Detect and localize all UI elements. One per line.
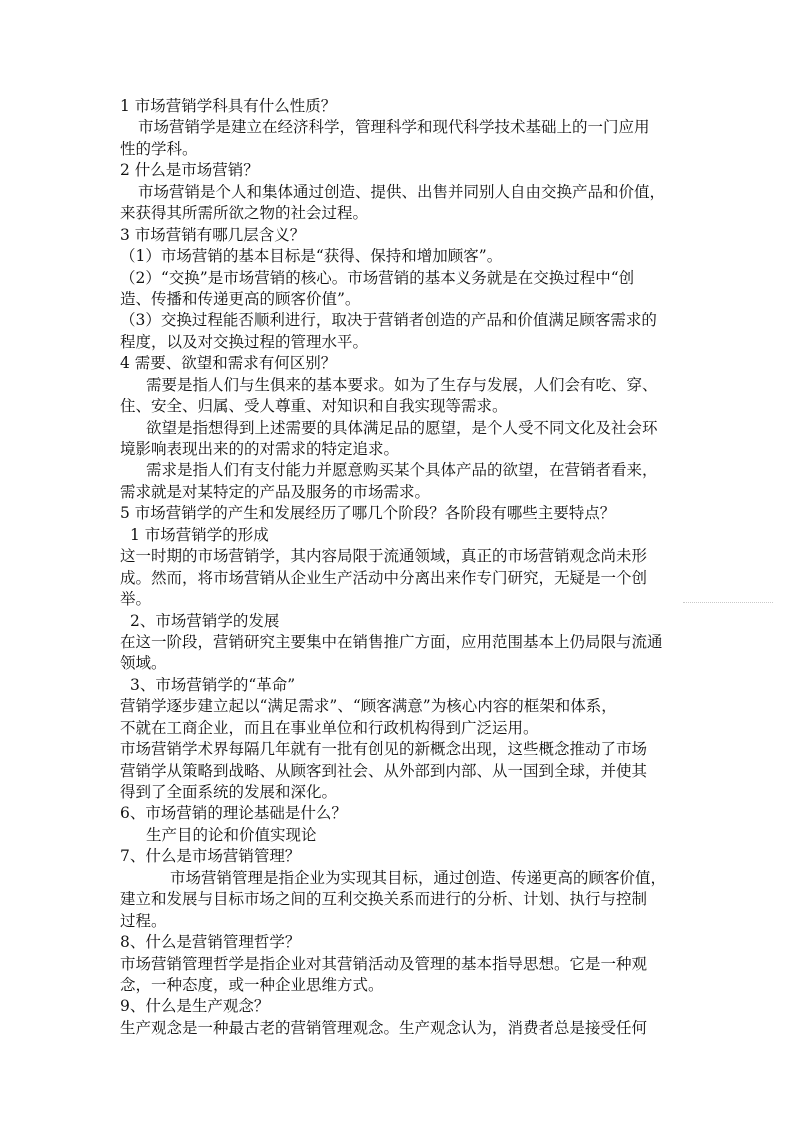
paragraph-line: 在这一阶段，营销研究主要集中在销售推广方面，应用范围基本上仍局限与流通 xyxy=(120,632,663,651)
paragraph-line: 需求是指人们有支付能力并愿意购买某个具体产品的欲望，在营销者看来， xyxy=(146,461,658,480)
subheading: 2、市场营销学的发展 xyxy=(130,611,280,630)
paragraph-line: 境影响表现出来的的对需求的特定追求。 xyxy=(120,440,400,458)
paragraph-line: 需要是指人们与生俱来的基本要求。如为了生存与发展，人们会有吃、穿、 xyxy=(146,375,658,394)
paragraph-line: （1）市场营销的基本目标是“获得、保持和增加顾客”。 xyxy=(120,247,503,266)
question-heading: 6、市场营销的理论基础是什么？ xyxy=(120,804,347,823)
paragraph-line: 得到了全面系统的发展和深化。 xyxy=(120,783,338,801)
paragraph-line: 过程。 xyxy=(120,911,167,930)
paragraph-line: 市场营销学是建立在经济科学，管理科学和现代科学技术基础上的一门应用 xyxy=(138,118,650,137)
paragraph-line: 举。 xyxy=(120,590,152,609)
paragraph-line: 造、传播和传递更高的顾客价值”。 xyxy=(120,289,361,308)
paragraph-line: 市场营销管理哲学是指企业对其营销活动及管理的基本指导思想。它是一种观 xyxy=(120,954,648,973)
paragraph-line: 营销学从策略到战略、从顾客到社会、从外部到内部、从一国到全球，并使其 xyxy=(120,761,648,780)
paragraph-line: （3）交换过程能否顺利进行，取决于营销者创造的产品和价值满足顾客需求的 xyxy=(120,311,657,330)
subheading: 3、市场营销学的“革命” xyxy=(130,675,296,694)
paragraph-line: 住、安全、归属、受人尊重、对知识和自我实现等需求。 xyxy=(120,397,508,416)
paragraph-line: （2）“交换”是市场营销的核心。市场营销的基本义务就是在交换过程中“创 xyxy=(120,268,635,287)
paragraph-line: 不就在工商企业，而且在事业单位和行政机构得到广泛运用。 xyxy=(120,718,539,737)
paragraph-line: 性的学科。 xyxy=(120,139,198,158)
question-heading: 9、什么是生产观念？ xyxy=(120,997,270,1016)
question-heading: 7、什么是市场营销管理？ xyxy=(120,847,301,866)
paragraph-line: 这一时期的市场营销学，其内容局限于流通领域，真正的市场营销观念尚未形 xyxy=(120,547,648,566)
document-body xyxy=(120,96,685,1039)
paragraph-line: 来获得其所需所欲之物的社会过程。 xyxy=(120,204,369,223)
paragraph-line: 市场营销是个人和集体通过创造、提供、出售并同别人自由交换产品和价值， xyxy=(138,182,666,201)
question-heading: 4 需要、欲望和需求有何区别？ xyxy=(120,354,337,373)
paragraph-line: 成。然而，将市场营销从企业生产活动中分离出来作专门研究，无疑是一个创 xyxy=(120,568,648,587)
question-heading: 5 市场营销学的产生和发展经历了哪几个阶段？各阶段有哪些主要特点？ xyxy=(120,504,616,523)
paragraph-line: 生产目的论和价值实现论 xyxy=(146,825,317,844)
paragraph-line: 欲望是指想得到上述需要的具体满足品的愿望，是个人受不同文化及社会环 xyxy=(146,418,658,437)
dotted-margin-mark xyxy=(683,602,773,603)
paragraph-line: 营销学逐步建立起以“满足需求”、“顾客满意”为核心内容的框架和体系， xyxy=(120,697,617,716)
paragraph-line: 程度，以及对交换过程的管理水平。 xyxy=(120,332,369,351)
paragraph-line: 市场营销学术界每隔几年就有一批有创见的新概念出现，这些概念推动了市场 xyxy=(120,740,648,759)
question-heading: 2 什么是市场营销？ xyxy=(120,161,259,180)
question-heading: 8、什么是营销管理哲学？ xyxy=(120,933,301,952)
question-heading: 3 市场营销有哪几层含义？ xyxy=(120,225,306,244)
paragraph-line: 领域。 xyxy=(120,654,167,673)
question-heading: 1 市场营销学科具有什么性质？ xyxy=(120,97,337,115)
paragraph-line: 市场营销管理是指企业为实现其目标，通过创造、传递更高的顾客价值， xyxy=(170,868,667,887)
paragraph-line: 生产观念是一种最古老的营销管理观念。生产观念认为，消费者总是接受任何 xyxy=(120,1018,648,1037)
subheading: 1 市场营销学的形成 xyxy=(130,525,269,544)
paragraph-line: 建立和发展与目标市场之间的互利交换关系而进行的分析、计划、执行与控制 xyxy=(120,890,648,909)
paragraph-line: 念，一种态度，或一种企业思维方式。 xyxy=(120,975,384,994)
paragraph-line: 需求就是对某特定的产品及服务的市场需求。 xyxy=(120,482,431,501)
